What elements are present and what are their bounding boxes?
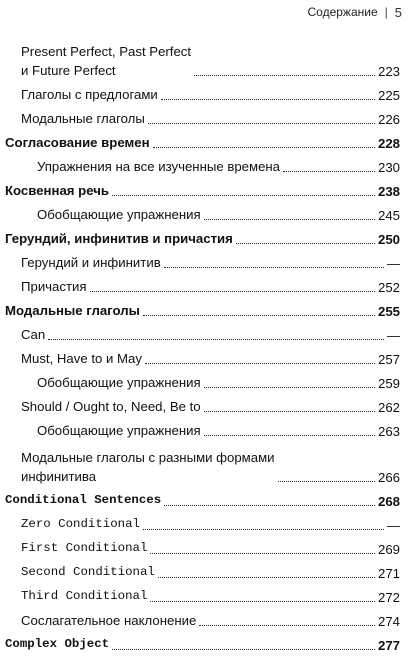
toc-entry-page: 238 bbox=[377, 184, 400, 199]
toc-entry bbox=[5, 80, 400, 104]
toc-entry-title: First Conditional bbox=[21, 541, 148, 555]
toc-entry-title: Сослагательное наклонение bbox=[21, 613, 197, 628]
dot-leader bbox=[161, 99, 375, 100]
toc-entry bbox=[5, 34, 400, 80]
toc-entry-title: Conditional Sentences bbox=[5, 493, 162, 507]
dot-leader bbox=[204, 411, 375, 412]
toc-entry-page: 274 bbox=[377, 614, 400, 629]
toc-entry bbox=[5, 630, 400, 654]
dot-leader bbox=[148, 123, 375, 124]
toc-entry-page: 255 bbox=[377, 304, 400, 319]
toc-entry-page: 272 bbox=[377, 590, 400, 605]
toc-entry-page: 252 bbox=[377, 280, 400, 295]
toc-entry bbox=[5, 486, 400, 510]
toc-entry-page: 257 bbox=[377, 352, 400, 367]
dot-leader bbox=[150, 601, 375, 602]
dot-leader bbox=[278, 481, 375, 482]
toc-entry bbox=[5, 558, 400, 582]
toc-entry-title: Обобщающие упражнения bbox=[37, 207, 201, 222]
dot-leader bbox=[164, 505, 375, 506]
dot-leader bbox=[204, 219, 375, 220]
toc-entry-title: Third Conditional bbox=[21, 589, 148, 603]
toc-entry bbox=[5, 272, 400, 296]
toc-entry-title: Косвенная речь bbox=[5, 183, 109, 198]
toc-entry-title: Present Perfect, Past Perfect и Future Perfect bbox=[21, 44, 192, 78]
dot-leader bbox=[153, 147, 375, 148]
toc-entry-page: — bbox=[386, 256, 400, 271]
toc-entry-page: — bbox=[386, 518, 400, 533]
toc-entry-title: Модальные глаголы bbox=[5, 303, 140, 318]
toc-entry-page: 245 bbox=[377, 208, 400, 223]
dot-leader bbox=[204, 387, 375, 388]
toc-entry bbox=[5, 248, 400, 272]
toc-entry bbox=[5, 606, 400, 630]
page-number: 5 bbox=[394, 4, 402, 20]
toc-entry bbox=[5, 392, 400, 416]
dot-leader bbox=[145, 363, 375, 364]
toc-entry-title: Согласование времен bbox=[5, 135, 150, 150]
running-head-separator: | bbox=[384, 5, 388, 19]
toc-entry bbox=[5, 200, 400, 224]
dot-leader bbox=[150, 553, 375, 554]
toc-entry-title: Must, Have to и May bbox=[21, 351, 142, 366]
toc-entry bbox=[5, 416, 400, 440]
dot-leader bbox=[112, 649, 375, 650]
toc-entry-title: Модальные глаголы bbox=[21, 111, 145, 126]
toc-entry-title: Zero Conditional bbox=[21, 517, 140, 531]
toc-entry-page: 266 bbox=[377, 470, 400, 485]
running-head bbox=[308, 2, 403, 22]
dot-leader bbox=[164, 267, 384, 268]
dot-leader bbox=[283, 171, 375, 172]
toc-entry-page: 271 bbox=[377, 566, 400, 581]
toc-entry bbox=[5, 176, 400, 200]
dot-leader bbox=[48, 339, 384, 340]
toc-entry bbox=[5, 320, 400, 344]
toc-entry-page: 223 bbox=[377, 64, 400, 79]
toc-entry bbox=[5, 152, 400, 176]
dot-leader bbox=[112, 195, 375, 196]
dot-leader bbox=[90, 291, 375, 292]
toc-entry-page: 226 bbox=[377, 112, 400, 127]
toc-entry-title: Complex Object bbox=[5, 637, 110, 651]
dot-leader bbox=[143, 529, 384, 530]
toc-entry-page: 277 bbox=[377, 638, 400, 653]
toc-entry bbox=[5, 344, 400, 368]
toc-entry-title: Герундий и инфинитив bbox=[21, 255, 161, 270]
toc-entry bbox=[5, 534, 400, 558]
toc-entry bbox=[5, 224, 400, 248]
toc-entry-page: 225 bbox=[377, 88, 400, 103]
dot-leader bbox=[194, 75, 375, 76]
toc-entry-title: Can bbox=[21, 327, 46, 342]
toc-entry-title: Глаголы с предлогами bbox=[21, 87, 158, 102]
dot-leader bbox=[236, 243, 375, 244]
dot-leader bbox=[199, 625, 375, 626]
toc-entry-title: Герундий, инфинитив и причастия bbox=[5, 231, 233, 246]
toc-entry bbox=[5, 128, 400, 152]
toc-entry-page: 269 bbox=[377, 542, 400, 557]
table-of-contents bbox=[5, 34, 400, 654]
toc-entry-title: Обобщающие упражнения bbox=[37, 423, 201, 438]
toc-entry-page: 268 bbox=[377, 494, 400, 509]
toc-entry bbox=[5, 440, 400, 486]
toc-entry-page: 262 bbox=[377, 400, 400, 415]
dot-leader bbox=[158, 577, 375, 578]
toc-entry-page: 228 bbox=[377, 136, 400, 151]
running-head-title: Содержание bbox=[307, 5, 378, 19]
toc-entry-page: 263 bbox=[377, 424, 400, 439]
toc-entry-page: 259 bbox=[377, 376, 400, 391]
dot-leader bbox=[143, 315, 375, 316]
toc-entry-title: Причастия bbox=[21, 279, 87, 294]
toc-entry bbox=[5, 510, 400, 534]
toc-entry-page: 230 bbox=[377, 160, 400, 175]
toc-entry bbox=[5, 368, 400, 392]
toc-entry-page: 250 bbox=[377, 232, 400, 247]
dot-leader bbox=[204, 435, 375, 436]
toc-entry-title: Should / Ought to, Need, Be to bbox=[21, 399, 201, 414]
toc-entry-title: Модальные глаголы с разными формами инфинитива bbox=[21, 450, 275, 484]
toc-entry-page: — bbox=[386, 328, 400, 343]
toc-entry bbox=[5, 582, 400, 606]
toc-entry-title: Обобщающие упражнения bbox=[37, 375, 201, 390]
toc-entry bbox=[5, 296, 400, 320]
toc-entry bbox=[5, 104, 400, 128]
toc-entry-title: Second Conditional bbox=[21, 565, 155, 579]
toc-entry-title: Упражнения на все изученные времена bbox=[37, 159, 281, 174]
